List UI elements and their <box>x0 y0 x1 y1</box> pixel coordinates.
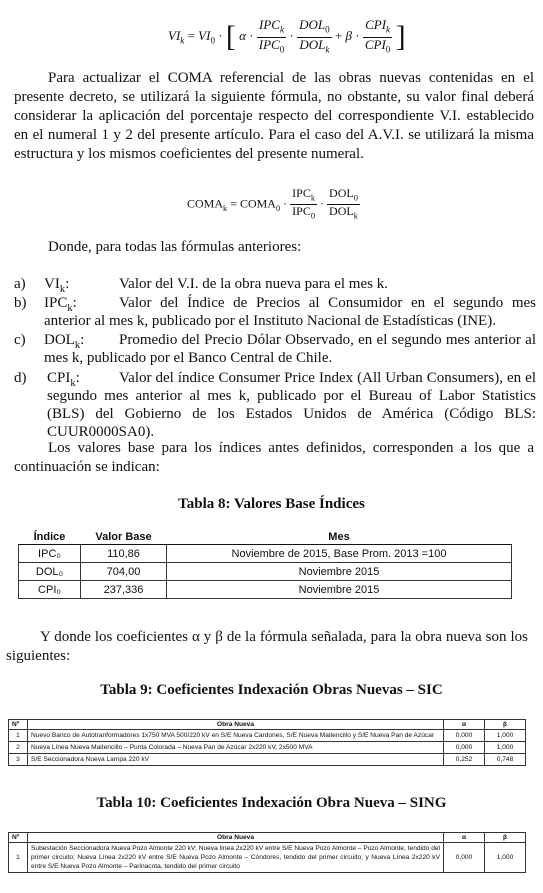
column-header-valor-base: Valor Base <box>81 530 167 545</box>
table-row: 1 Nuevo Banco de Autotranformadores 1x750 MVA 500/220 kV en S/E Nueva Cardones, S/E Nueva Maitencillo y S/E Nueva Pan de Azúcar 0,000 1,000 <box>9 730 526 742</box>
table8-caption: Tabla 8: Valores Base Índices <box>178 496 365 512</box>
vi-formula: $VI_k = VI_0$ · [ α · $\frac{IPC_k}{IPC_0}$ · $\frac{DOL_0}{DOL_k}$ + β · $\frac{CPI_k}{CPI_0}$ ] <box>168 17 406 55</box>
definition-item: d) $CPI_k$: Valor del índice Consumer Price Index (All Urban Consumers), en el segundo mes anterior al mes k, publicado por el Bureau of Labor Statistics (BLS) del Gobierno de los Estados Unidos de América (Código BLS: CUUR0000SA0). <box>14 370 536 440</box>
column-header-alpha: α <box>444 720 485 730</box>
column-header-obra-nueva: Obra Nueva <box>28 833 444 843</box>
definition-item: c) $DOL_k$: Promedio del Precio Dólar Observado, en el segundo mes anterior al mes k, publicado por el Banco Central de Chile. <box>14 332 536 366</box>
base-values-paragraph: Los valores base para los índices antes definidos, corresponden a los que a continuación se indican: <box>14 440 534 475</box>
definition-item: a) $VI_k$: Valor del V.I. de la obra nueva para el mes k. <box>14 276 388 295</box>
table-row: CPI₀ 237,336 Noviembre 2015 <box>19 581 512 599</box>
table-row: 1 Subestación Seccionadora Nueva Pozo Almonte 220 kV; Nueva línea 2x220 kV entre S/E Nueva Pozo Almonte – Pozo Almonte, tendido del primer circuito; Nueva Línea 2x220 kV entre S/E Nueva Pozo Almonte – Cóndores, tendido del primer circuito; y Nueva Línea 2x220 kV entre S/E Nueva Pozo Almonte – Parinacota, tendido del primer circuito 0,000 1,000 <box>9 843 526 873</box>
table9-caption: Tabla 9: Coeficientes Indexación Obras Nuevas – SIC <box>100 682 443 698</box>
coefficients-paragraph: Y donde los coeficientes α y β de la fórmula señalada, para la obra nueva son los siguientes: <box>6 629 528 664</box>
table-row: 3 S/E Seccionadora Nueva Lampa 220 kV 0,252 0,748 <box>9 754 526 766</box>
column-header-obra-nueva: Obra Nueva <box>28 720 444 730</box>
definition-item: b) $IPC_k$: Valor del Índice de Precios al Consumidor en el segundo mes anterior al mes k, publicado por el Instituto Nacional de Estadísticas (INE). <box>14 295 536 329</box>
column-header-number: Nº <box>9 833 28 843</box>
coefficients-sing-table <box>8 832 526 873</box>
base-values-table <box>18 530 512 599</box>
coma-formula: $COMA_k$ = $COMA_0$ · $\frac{IPC_k}{IPC_0}$ · $\frac{DOL_0}{DOL_k}$ <box>187 186 358 221</box>
column-header-beta: β <box>485 833 526 843</box>
coma-update-paragraph: Para actualizar el COMA referencial de las obras nuevas contenidas en el presente decreto, se utilizará la siguiente fórmula, no obstante, su valor final deberá considerar la aplicación del porcentaje respecto del correspondiente V.I. establecido en el numeral 1 y 2 del presente artículo. Para el caso del A.V.I. se utilizará la misma estructura y los mismos coeficientes del presente numeral. <box>14 70 534 162</box>
column-header-indice: Índice <box>19 530 81 545</box>
table-row: 2 Nueva Línea Nueva Maitencillo – Punta Colorada – Nueva Pan de Azúcar 2x220 kV, 2x500 MVA 0,000 1,000 <box>9 742 526 754</box>
definitions-list <box>14 275 536 440</box>
column-header-number: Nº <box>9 720 28 730</box>
column-header-beta: β <box>485 720 526 730</box>
table-row: DOL₀ 704,00 Noviembre 2015 <box>19 563 512 581</box>
column-header-mes: Mes <box>167 530 512 545</box>
column-header-alpha: α <box>444 833 485 843</box>
coefficients-sic-table <box>8 719 526 766</box>
table-row: IPC₀ 110,86 Noviembre de 2015, Base Prom. 2013 =100 <box>19 545 512 563</box>
table10-caption: Tabla 10: Coeficientes Indexación Obra Nueva – SING <box>96 795 447 811</box>
donde-intro: Donde, para todas las fórmulas anteriores: <box>48 239 302 255</box>
